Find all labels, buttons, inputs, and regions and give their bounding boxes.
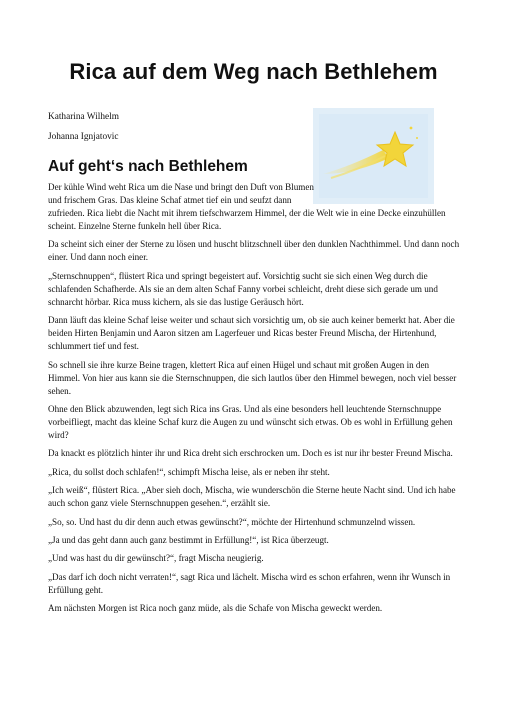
paragraph: „Sternschnuppen“, flüstert Rica und springt begeistert auf. Vorsichtig sucht sie sich einen Weg durch die schlafenden Schafherde. Als sie an dem alten Schaf Fanny vorbei schleicht, dreht diese sich gerade um und schnarcht hörbar. Rica muss kichern, als sie das lustige Geräusch hört. (48, 270, 438, 307)
paragraph: Da scheint sich einer der Sterne zu lösen und huscht blitzschnell über den dunklen Nachthimmel. Und dann noch einer. Und dann noch einer. (48, 239, 460, 263)
document-title: Rica auf dem Weg nach Bethlehem (69, 59, 438, 84)
body-text (48, 181, 463, 620)
illustration-spacer (315, 181, 463, 204)
paragraph: So schnell sie ihre kurze Beine tragen, klettert Rica auf einen Hügel und schaut mit großen Augen in den Himmel. Von hier aus kann sie die Sternschnuppen, die sich lautlos über den Himmel bewegen, noch viel besser sehen. (48, 359, 457, 396)
paragraph: „Das darf ich doch nicht verraten!“, sagt Rica und lächelt. Mischa wird es schon erfahren, wenn ihr Wunsch in Erfüllung geht. (48, 571, 451, 595)
paragraph: „Ich weiß“, flüstert Rica. „Aber sieh doch, Mischa, wie wunderschön die Sterne heute Nacht sind. Und ich habe auch schon ganz viele Sternschnuppen gesehen.“, erzählt sie. (48, 485, 456, 509)
paragraph: Der kühle Wind weht Rica um die Nase und bringt den Duft von Blumen und frischem Gras. Das kleine Schaf atmet tief ein und seufzt dann zufrieden. Rica liebt die Nacht mit ihrem tiefschwarzem Himmel, der die Welt wie in eine Decke einzuhüllen scheint. Einzelne Sterne funkeln hell über Rica. (48, 182, 446, 231)
paragraph: „So, so. Und hast du dir denn auch etwas gewünscht?“, möchte der Hirtenhund schmunzelnd wissen. (48, 516, 416, 527)
paragraph: Ohne den Blick abzuwenden, legt sich Rica ins Gras. Und als eine besonders hell leuchtende Sternschnuppe vorbeifliegt, macht das kleine Schaf kurz die Augen zu und wünscht sich etwas. Ob es wohl in Erfüllung gehen wird? (48, 403, 453, 440)
paragraph: Am nächsten Morgen ist Rica noch ganz müde, als die Schafe von Mischa geweckt werden. (48, 603, 383, 614)
paragraph: „Und was hast du dir gewünscht?“, fragt Mischa neugierig. (48, 553, 264, 564)
paragraph: Da knackt es plötzlich hinter ihr und Rica dreht sich erschrocken um. Doch es ist nur ihr bester Freund Mischa. (48, 448, 453, 459)
author-name: Katharina Wilhelm (48, 112, 119, 122)
paragraph: „Ja und das geht dann auch ganz bestimmt in Erfüllung!“, ist Rica überzeugt. (48, 534, 329, 545)
section-heading: Auf geht‘s nach Bethlehem (48, 158, 248, 175)
author-name: Johanna Ignjatovic (48, 132, 119, 142)
paragraph: Dann läuft das kleine Schaf leise weiter und schaut sich vorsichtig um, ob sie auch keiner bemerkt hat. Aber die beiden Hirten Benjamin und Aaron sitzen am Lagerfeuer und Ricas bester Freund Mischa, der Hirtenhund, schlummert tief und fest. (48, 315, 455, 352)
paragraph: „Rica, du sollst doch schlafen!“, schimpft Mischa leise, als er neben ihr steht. (48, 466, 330, 477)
